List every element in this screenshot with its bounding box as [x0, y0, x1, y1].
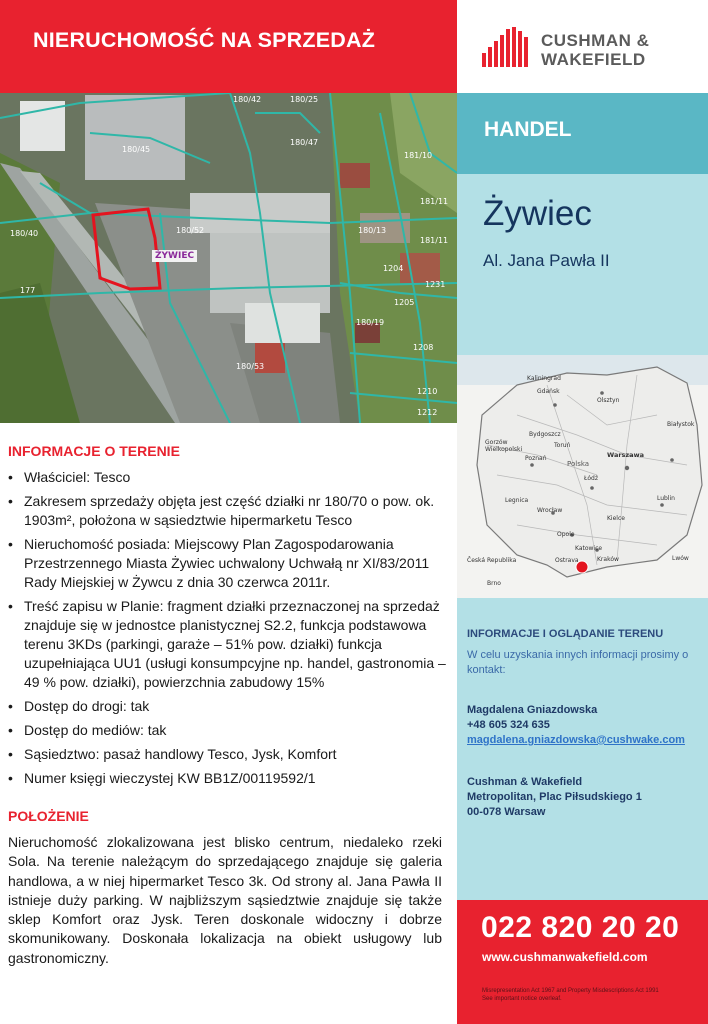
parcel-label: 1204: [383, 264, 404, 273]
parcel-label: 181/11: [420, 197, 449, 206]
parcel-label: 1231: [425, 280, 446, 289]
category-label: HANDEL: [484, 118, 572, 141]
info-item: • Sąsiedztwo: pasaż handlowy Tesco, Jysk, Komfort: [8, 745, 450, 764]
footer-website-link[interactable]: www.cushmanwakefield.com: [482, 950, 648, 964]
parcel-label: 180/42: [233, 95, 262, 104]
parcel-label: 180/52: [176, 226, 205, 235]
contact-address-line2: 00-078 Warsaw: [467, 806, 546, 818]
contact-name: Magdalena Gniazdowska: [467, 704, 598, 716]
map-country-label: Polska: [567, 460, 590, 468]
parcel-label: 1212: [417, 408, 438, 417]
map-city-label: Katowice: [575, 545, 603, 552]
info-item: • Zakresem sprzedaży objęta jest część działki nr 180/70 o pow. ok. 1903m², położona w sąsiedztwie hipermarketu Tesco: [8, 492, 450, 530]
map-city-label: Lwów: [672, 555, 689, 562]
parcel-label: 180/53: [236, 362, 265, 371]
footer-phone: 022 820 20 20: [481, 911, 680, 944]
map-city-label: Łódź: [584, 475, 599, 482]
map-country-label: Česká Republika: [467, 557, 517, 564]
parcel-label: 180/47: [290, 138, 319, 147]
map-city-label: Legnica: [505, 497, 529, 504]
poland-map: [457, 355, 708, 598]
map-city-label: Lublin: [657, 495, 675, 502]
contact-company: Cushman & Wakefield: [467, 776, 583, 788]
footer-disclaimer: Misrepresentation Act 1967 and Property Misdescriptions Act 1991: [482, 988, 659, 994]
aerial-map-drawing: [0, 93, 457, 423]
site-label: ŻYWIEC: [152, 250, 197, 262]
map-city-label: Wrocław: [537, 507, 563, 514]
street-name: Al. Jana Pawła II: [483, 251, 610, 270]
map-city-label: Opole: [557, 531, 575, 538]
map-city-label: Kraków: [597, 556, 619, 563]
parcel-label: 181/11: [420, 236, 449, 245]
contact-intro: W celu uzyskania innych informacji prosimy o kontakt:: [467, 649, 689, 676]
contact-title: INFORMACJE I OGLĄDANIE TERENU: [467, 628, 664, 640]
logo-text-line2: WAKEFIELD: [541, 50, 646, 69]
logo-text-line1: CUSHMAN &: [541, 31, 650, 50]
map-city-label: Toruń: [554, 442, 571, 449]
map-city-label: Poznań: [525, 455, 547, 462]
aerial-map: [0, 93, 457, 423]
contact-phone: +48 605 324 635: [467, 719, 550, 731]
contact-address-line1: Metropolitan, Plac Piłsudskiego 1: [467, 791, 642, 803]
parcel-label: 180/13: [358, 226, 387, 235]
map-city-label: Olsztyn: [597, 397, 620, 404]
map-city-label: Bydgoszcz: [529, 431, 561, 438]
info-heading: INFORMACJE O TERENIE: [8, 443, 180, 459]
info-item: • Właściciel: Tesco: [8, 468, 450, 487]
parcel-label: 1208: [413, 343, 434, 352]
cushman-wakefield-logo-icon: [482, 27, 528, 67]
parcel-label: 1210: [417, 387, 438, 396]
parcel-label: 180/45: [122, 145, 151, 154]
map-city-label: Białystok: [667, 421, 695, 428]
map-city-label: Ostrava: [555, 557, 579, 564]
location-heading: POŁOŻENIE: [8, 808, 89, 824]
map-city-label: Warszawa: [607, 451, 644, 459]
banner-title: NIERUCHOMOŚĆ NA SPRZEDAŻ: [33, 28, 376, 52]
contact-email-link[interactable]: magdalena.gniazdowska@cushwake.com: [467, 734, 685, 746]
footer-disclaimer-note: See important notice overleaf.: [482, 996, 562, 1002]
location-text: Nieruchomość zlokalizowana jest blisko centrum, niedaleko rzeki Sola. Na terenie należącym do sprzedającego znajduje się galeria handlowa, a w niej hipermarket Tesco 3k. Od strony al. Jana Pawła II istnieje duży parking. W najbliższym sąsiedztwie znajduje się także sklep Komfort oraz Jysk. Teren doskonale widoczny i dobrze skomunikowany. Doskonała lokalizacja na obiekt usługowy lub gastronomiczny.: [8, 834, 442, 966]
info-item: • Numer księgi wieczystej KW BB1Z/00119592/1: [8, 769, 450, 788]
info-item: • Dostęp do mediów: tak: [8, 721, 450, 740]
parcel-label: 180/19: [356, 318, 385, 327]
map-city-label: Kaliningrad: [527, 375, 561, 382]
parcel-label: 181/10: [404, 151, 433, 160]
info-item: • Treść zapisu w Planie: fragment działki przeznaczonej na sprzedaż znajduje się w jednostce planistycznej S2.2, funkcja podstawowa terenu 3KDs (parkingi, garaże – 51% pow. działki) funkcja uzupełniająca UU1 (usługi konsumpcyjne np. handel, gastronomia – 49 % pow. działki), powierzchnia zabudowy 15%: [8, 597, 450, 692]
map-city-label: Brno: [487, 580, 501, 587]
parcel-label: 177: [20, 286, 36, 295]
info-item: • Dostęp do drogi: tak: [8, 697, 450, 716]
city-name: Żywiec: [483, 194, 592, 233]
parcel-label: 180/40: [10, 229, 39, 238]
map-city-label: Kielce: [607, 515, 625, 522]
parcel-label: 1205: [394, 298, 415, 307]
map-city-label: Gdańsk: [537, 388, 560, 395]
parcel-label: 180/25: [290, 95, 319, 104]
map-city-label: Gorzów Wielkopolski: [485, 439, 523, 453]
info-item: • Nieruchomość posiada: Miejscowy Plan Zagospodarowania Przestrzennego Miasta Żywiec uchwalony Uchwałą nr XI/83/2011 Rady Miejskiej w Żywcu z dnia 30 czerwca 2011r.: [8, 535, 450, 592]
info-list: [8, 468, 450, 788]
